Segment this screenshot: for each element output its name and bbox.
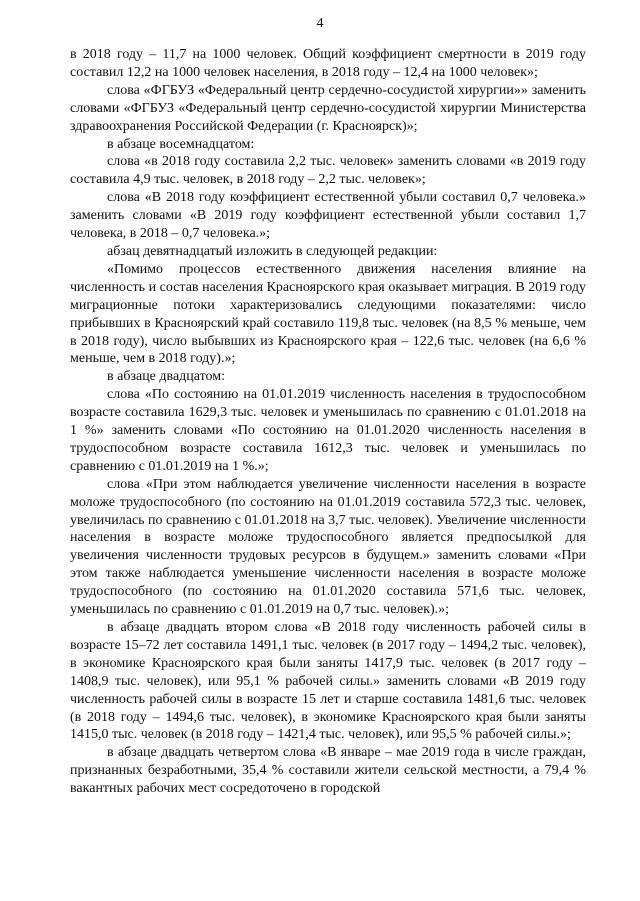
- paragraph: слова «В 2018 году коэффициент естественной убыли составил 0,7 человека.» заменить словами «В 2019 году коэффициент естественной убыли составил 1,7 человека, в 2018 – 0,7 человека.»;: [70, 190, 586, 242]
- paragraph: абзац девятнадцатый изложить в следующей редакции:: [107, 243, 438, 259]
- document-body: [70, 46, 586, 798]
- paragraph: слова «в 2018 году составила 2,2 тыс. человек» заменить словами «в 2019 году составила 4,9 тыс. человек, в 2018 году – 2,2 тыс. человек»;: [70, 154, 586, 188]
- paragraph: слова «ФГБУЗ «Федеральный центр сердечно-сосудистой хирургии»» заменить словами «ФГБУЗ «Федеральный центр сердечно-сосудистой хирургии Министерства здравоохранения Российской Федерации (г. Красноярск)»;: [70, 82, 586, 134]
- paragraph: в абзаце двадцать втором слова «В 2018 году численность рабочей силы в возрасте 15–72 лет составила 1491,1 тыс. человек (в 2017 году – 1494,2 тыс. человек), в экономике Красноярского края были заняты 1417,9 тыс. человек (в 2017 году – 1408,9 тыс. человек), или 95,1 % рабочей силы.» заменить словами «В 2019 году численность рабочей силы в возрасте 15 лет и старше составила 1481,6 тыс. человек (в 2018 году – 1494,6 тыс. человек), в экономике Красноярского края были заняты 1415,0 тыс. человек (в 2018 году – 1421,4 тыс. человек), или 95,5 % рабочей силы.»;: [70, 620, 586, 743]
- page-number: 4: [316, 16, 324, 31]
- paragraph: слова «По состоянию на 01.01.2019 численность населения в трудоспособном возрасте составила 1629,3 тыс. человек и уменьшилась по сравнению с 01.01.2018 на 1 %» заменить словами «По состоянию на 01.01.2020 численность населения в трудоспособном возрасте составила 1612,3 тыс. человек и уменьшилась по сравнению с 01.01.2019 на 1 %.»;: [70, 387, 586, 474]
- paragraph: в 2018 году – 11,7 на 1000 человек. Общий коэффициент смертности в 2019 году составил 12,2 на 1000 человек населения, в 2018 году – 12,4 на 1000 человек»;: [70, 47, 586, 80]
- paragraph: слова «При этом наблюдается увеличение численности населения в возрасте моложе трудоспособного (по состоянию на 01.01.2019 составила 572,3 тыс. человек, увеличилась по сравнению с 01.01.2018 на 3,7 тыс. человек). Увеличение численности населения в возрасте моложе трудоспособного является предпосылкой для увеличения численности трудовых ресурсов в будущем.» заменить словами «При этом также наблюдается уменьшение численности населения в возрасте моложе трудоспособного (по состоянию на 01.01.2020 составила 571,6 тыс. человек, уменьшилась по сравнению с 01.01.2019 на 0,7 тыс. человек).»;: [70, 476, 586, 618]
- paragraph: в абзаце двадцать четвертом слова «В январе – мае 2019 года в числе граждан, признанных безработными, 35,4 % составили жители сельской местности, а 79,4 % вакантных рабочих мест сосредоточено в городской: [70, 745, 586, 797]
- paragraph: в абзаце двадцатом:: [107, 369, 226, 385]
- paragraph: в абзаце восемнадцатом:: [107, 136, 255, 152]
- paragraph: «Помимо процессов естественного движения населения влияние на численность и состав населения Красноярского края оказывает миграция. В 2019 году миграционные потоки характеризовались следующими показателями: число прибывших в Красноярский край составило 119,8 тыс. человек (на 8,5 % меньше, чем в 2018 году), число выбывших из Красноярского края – 122,6 тыс. человек (на 6,6 % меньше, чем в 2018 году).»;: [70, 261, 586, 367]
